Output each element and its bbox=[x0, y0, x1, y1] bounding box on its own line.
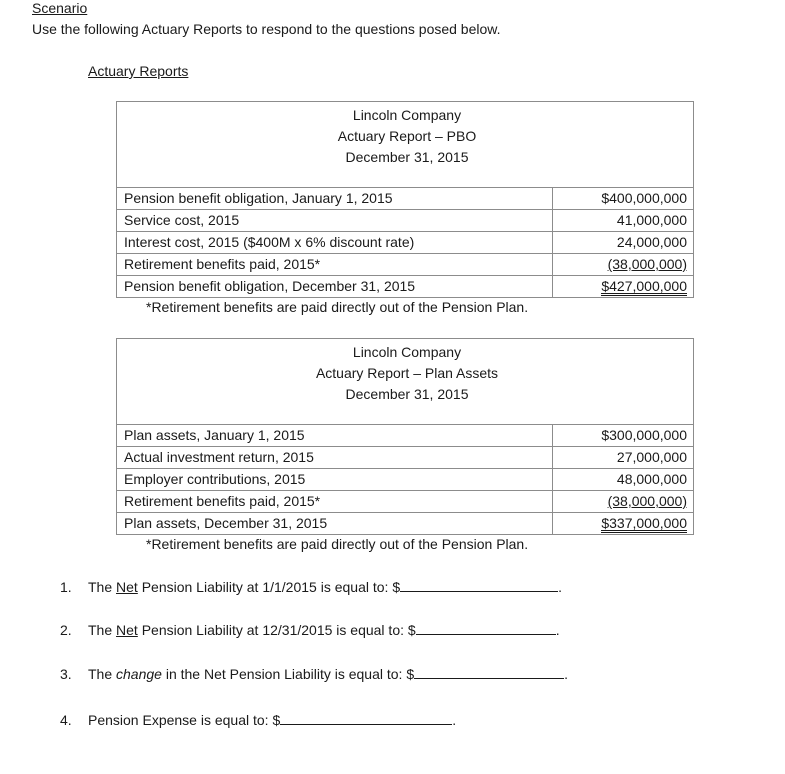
question-emphasis: change bbox=[116, 666, 162, 682]
row-value bbox=[553, 513, 693, 535]
table-row bbox=[117, 210, 693, 232]
row-label: Pension benefit obligation, January 1, 2015 bbox=[117, 188, 553, 209]
answer-blank[interactable] bbox=[414, 664, 564, 679]
row-value: 27,000,000 bbox=[616, 449, 687, 465]
pbo-report-title: Actuary Report – PBO bbox=[337, 128, 477, 144]
row-value bbox=[553, 254, 693, 275]
question-4 bbox=[60, 710, 456, 728]
row-value: $400,000,000 bbox=[601, 190, 687, 206]
actuary-reports-heading: Actuary Reports bbox=[88, 63, 189, 79]
row-value: 41,000,000 bbox=[616, 212, 687, 228]
question-number: 1. bbox=[60, 579, 72, 595]
pbo-company-name: Lincoln Company bbox=[352, 107, 462, 123]
row-label: Actual investment return, 2015 bbox=[117, 447, 553, 468]
question-text: Pension Liability at 12/31/2015 is equal to: $ bbox=[137, 622, 416, 638]
row-label: Plan assets, January 1, 2015 bbox=[117, 425, 553, 446]
question-text: The bbox=[88, 579, 117, 595]
pbo-report-header bbox=[117, 102, 693, 188]
row-label: Retirement benefits paid, 2015* bbox=[117, 491, 553, 512]
answer-blank[interactable] bbox=[416, 620, 556, 635]
row-label: Interest cost, 2015 ($400M x 6% discount rate) bbox=[117, 232, 553, 253]
question-end: . bbox=[564, 666, 568, 682]
row-label: Plan assets, December 31, 2015 bbox=[117, 513, 553, 535]
question-text: The bbox=[88, 666, 117, 682]
answer-blank[interactable] bbox=[400, 577, 558, 592]
question-emphasis: Net bbox=[116, 622, 138, 638]
question-text: Pension Expense is equal to: $ bbox=[88, 712, 281, 728]
table-row bbox=[117, 188, 693, 210]
row-value-text: (38,000,000) bbox=[607, 493, 687, 509]
row-label: Service cost, 2015 bbox=[117, 210, 553, 231]
question-end: . bbox=[555, 622, 560, 638]
question-text: in the Net Pension Liability is equal to: $ bbox=[161, 666, 415, 682]
row-value-text: $427,000,000 bbox=[601, 278, 687, 294]
row-value: 24,000,000 bbox=[616, 234, 687, 250]
row-value: $300,000,000 bbox=[601, 427, 687, 443]
assets-report-title: Actuary Report – Plan Assets bbox=[315, 365, 499, 381]
question-1 bbox=[60, 577, 562, 595]
row-value-text: (38,000,000) bbox=[607, 256, 687, 272]
question-number: 3. bbox=[60, 666, 72, 682]
pbo-footnote: *Retirement benefits are paid directly out of the Pension Plan. bbox=[146, 299, 529, 315]
question-text: The bbox=[88, 622, 117, 638]
pbo-report-table bbox=[116, 101, 694, 298]
table-row bbox=[117, 276, 693, 298]
row-label: Retirement benefits paid, 2015* bbox=[117, 254, 553, 275]
pbo-report-date: December 31, 2015 bbox=[345, 149, 469, 165]
intro-text: Use the following Actuary Reports to respond to the questions posed below. bbox=[32, 21, 501, 37]
question-3 bbox=[60, 664, 568, 682]
row-value-text: $337,000,000 bbox=[601, 515, 687, 531]
table-row bbox=[117, 469, 693, 491]
assets-footnote: *Retirement benefits are paid directly out of the Pension Plan. bbox=[146, 536, 529, 552]
table-row bbox=[117, 254, 693, 276]
question-number: 2. bbox=[60, 622, 72, 638]
table-row bbox=[117, 425, 693, 447]
row-value: 48,000,000 bbox=[616, 471, 687, 487]
plan-assets-report-table bbox=[116, 338, 694, 535]
table-row bbox=[117, 513, 693, 535]
row-value bbox=[553, 491, 693, 512]
assets-company-name: Lincoln Company bbox=[352, 344, 462, 360]
question-number: 4. bbox=[60, 712, 72, 728]
assets-report-date: December 31, 2015 bbox=[345, 386, 469, 402]
table-row bbox=[117, 491, 693, 513]
question-2 bbox=[60, 620, 560, 638]
scenario-heading: Scenario bbox=[32, 0, 88, 16]
question-emphasis: Net bbox=[116, 579, 138, 595]
question-end: . bbox=[558, 579, 562, 595]
assets-report-header bbox=[117, 339, 693, 425]
table-row bbox=[117, 447, 693, 469]
table-row bbox=[117, 232, 693, 254]
row-label: Pension benefit obligation, December 31, 2015 bbox=[117, 276, 553, 298]
question-end: . bbox=[452, 712, 457, 728]
row-label: Employer contributions, 2015 bbox=[117, 469, 553, 490]
question-text: Pension Liability at 1/1/2015 is equal to: $ bbox=[137, 579, 401, 595]
row-value bbox=[553, 276, 693, 298]
answer-blank[interactable] bbox=[280, 710, 452, 725]
